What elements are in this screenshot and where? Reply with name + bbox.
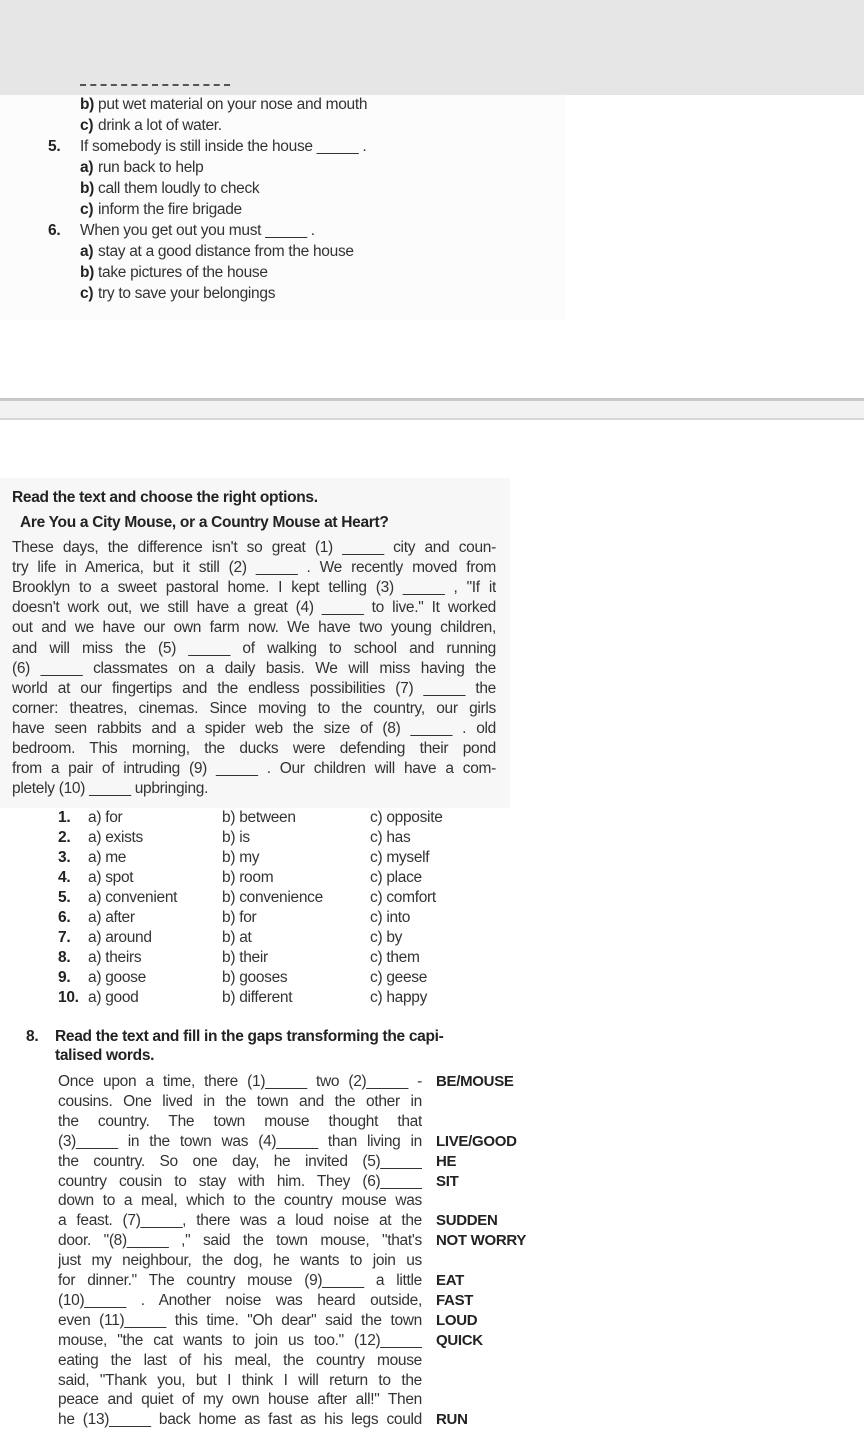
option-text: put wet material on your nose and mouth: [98, 96, 368, 113]
option-c: c) geese: [370, 969, 428, 986]
exercise-8-instruction-cont: talised words.: [55, 1047, 155, 1064]
option-a: a) goose: [88, 969, 146, 986]
page-separator: [0, 398, 864, 420]
option-c: c) by: [370, 929, 403, 946]
capitalised-word: HE: [436, 1152, 457, 1170]
text-line: Brooklyn to a sweet pastoral home. I kept telling (3) _____ , "If it: [12, 579, 496, 597]
exercise-8-number: 8.: [26, 1028, 39, 1045]
option-text: inform the fire brigade: [98, 201, 242, 218]
option-number: 5.: [58, 889, 71, 906]
option-b: b) their: [222, 949, 268, 966]
option-number: 3.: [58, 849, 71, 866]
option-c: c) comfort: [370, 889, 436, 906]
text-line: from a pair of intruding (9) _____ . Our children will have a com-: [12, 760, 496, 778]
text-line: eating the last of his meal, the country mouse: [58, 1351, 422, 1369]
option-c: c) myself: [370, 849, 430, 866]
option-a: a) convenient: [88, 889, 178, 906]
text-line: and will miss the (5) _____ of walking to school and running: [12, 639, 496, 657]
capitalised-word: QUICK: [436, 1331, 483, 1349]
question-number: 5.: [48, 138, 61, 155]
option-a: a) theirs: [88, 949, 142, 966]
text-line: out and we have our own farm now. We have two young children,: [12, 619, 496, 637]
text-line: down to a meal, which to the country mouse was: [58, 1192, 422, 1210]
text-line: a feast. (7)_____, there was a loud noise at the: [58, 1212, 422, 1230]
text-line: even (11)_____ this time. "Oh dear" said the town: [58, 1311, 422, 1329]
option-number: 6.: [58, 909, 71, 926]
option-number: 1.: [58, 809, 71, 826]
option-a: a) me: [88, 849, 127, 866]
option-number: 8.: [58, 949, 71, 966]
option-label: b): [80, 264, 95, 281]
text-line: country cousin to stay with him. They (6)_____: [58, 1172, 422, 1190]
option-a: a) for: [88, 809, 123, 826]
question-text: If somebody is still inside the house _____ .: [80, 138, 367, 155]
exercise-8-instruction: Read the text and fill in the gaps transforming the capi-: [55, 1028, 444, 1045]
text-line: try life in America, but it still (2) _____ . We recently moved from: [12, 559, 496, 577]
text-line: doesn't work out, we still have a great (4) _____ to live." It worked: [12, 599, 496, 617]
text-line: bedroom. This morning, the ducks were defending their pond: [12, 740, 496, 757]
option-label: a): [80, 159, 94, 176]
option-a: a) spot: [88, 869, 134, 886]
capitalised-word: RUN: [436, 1411, 468, 1429]
option-c: c) has: [370, 829, 411, 846]
capitalised-word: EAT: [436, 1272, 464, 1289]
option-b: b) different: [222, 989, 293, 1006]
capitalised-word: NOT WORRY: [436, 1232, 527, 1250]
text-line: cousins. One lived in the town and the other in: [58, 1092, 422, 1110]
option-label: c): [80, 117, 94, 134]
text-line: Once upon a time, there (1)_____ two (2)_____ -: [58, 1073, 422, 1090]
option-label: b): [80, 180, 95, 197]
option-b: b) for: [222, 909, 257, 926]
text-line: just my neighbour, the dog, he wants to join us: [58, 1252, 422, 1270]
option-b: b) my: [222, 849, 260, 866]
option-text: take pictures of the house: [98, 264, 268, 281]
option-label: a): [80, 243, 94, 260]
exercise-7-title: Are You a City Mouse, or a Country Mouse at Heart?: [20, 514, 389, 531]
option-b: b) room: [222, 869, 274, 886]
option-c: c) into: [370, 909, 411, 926]
option-text: stay at a good distance from the house: [98, 243, 354, 260]
text-line: (3)_____ in the town was (4)_____ than living in: [58, 1132, 422, 1150]
text-line: world at our fingertips and the endless possibilities (7) _____ the: [12, 679, 496, 697]
option-text: call them loudly to check: [98, 180, 260, 197]
question-text: When you get out you must _____ .: [80, 222, 315, 239]
option-number: 10.: [58, 989, 79, 1006]
text-line: for dinner." The country mouse (9)_____ a little: [58, 1272, 422, 1289]
option-label: c): [80, 201, 94, 218]
text-line: the country. So one day, he invited (5)_____: [58, 1152, 422, 1170]
text-line: These days, the difference isn't so great (1) _____ city and coun-: [12, 539, 496, 556]
option-a: a) after: [88, 909, 135, 926]
top-bar: [0, 0, 864, 95]
option-label: b): [80, 96, 95, 113]
capitalised-word: SUDDEN: [436, 1212, 498, 1230]
option-number: 2.: [58, 829, 71, 846]
option-text: try to save your belongings: [98, 285, 276, 302]
text-line: (6) _____ classmates on a daily basis. We will miss having the: [12, 659, 496, 677]
capitalised-word: BE/MOUSE: [436, 1073, 514, 1090]
option-number: 9.: [58, 969, 71, 986]
text-line: (10)_____ . Another noise was heard outside,: [58, 1291, 422, 1309]
capitalised-word: LIVE/GOOD: [436, 1132, 517, 1150]
option-number: 7.: [58, 929, 71, 946]
option-b: b) at: [222, 929, 252, 946]
option-number: 4.: [58, 869, 71, 886]
text-line: said, "Thank you, but I think I will return to the: [58, 1371, 422, 1389]
option-c: c) place: [370, 869, 422, 886]
text-line: mouse, "the cat wants to join us too." (12)_____: [58, 1331, 422, 1349]
option-text: run back to help: [98, 159, 204, 176]
option-a: a) around: [88, 929, 152, 946]
question-number: 6.: [48, 222, 61, 239]
option-c: c) them: [370, 949, 420, 966]
text-line: corner: theatres, cinemas. Since moving to the country, our girls: [12, 699, 496, 717]
cut-off-line: [80, 84, 230, 90]
option-b: b) convenience: [222, 889, 323, 906]
text-line: have seen rabbits and a spider web the size of (8) _____ . old: [12, 719, 496, 737]
option-a: a) exists: [88, 829, 144, 846]
option-text: drink a lot of water.: [98, 117, 222, 134]
text-line: he (13)_____ back home as fast as his legs could: [58, 1411, 422, 1429]
capitalised-word: SIT: [436, 1172, 459, 1190]
text-line: the country. The town mouse thought that: [58, 1112, 422, 1130]
option-b: b) between: [222, 809, 296, 826]
capitalised-word: FAST: [436, 1291, 474, 1309]
text-line: door. "(8)_____ ," said the town mouse, "that's: [58, 1232, 422, 1250]
text-line: peace and quiet of my own house after all!" Then: [58, 1391, 422, 1409]
option-a: a) good: [88, 989, 139, 1006]
exercise-7-instruction: Read the text and choose the right options.: [12, 489, 318, 506]
option-b: b) is: [222, 829, 250, 846]
option-c: c) opposite: [370, 809, 443, 826]
capitalised-word: LOUD: [436, 1311, 478, 1329]
option-c: c) happy: [370, 989, 428, 1006]
text-line: pletely (10) _____ upbringing.: [12, 780, 209, 798]
option-label: c): [80, 285, 94, 302]
option-b: b) gooses: [222, 969, 288, 986]
